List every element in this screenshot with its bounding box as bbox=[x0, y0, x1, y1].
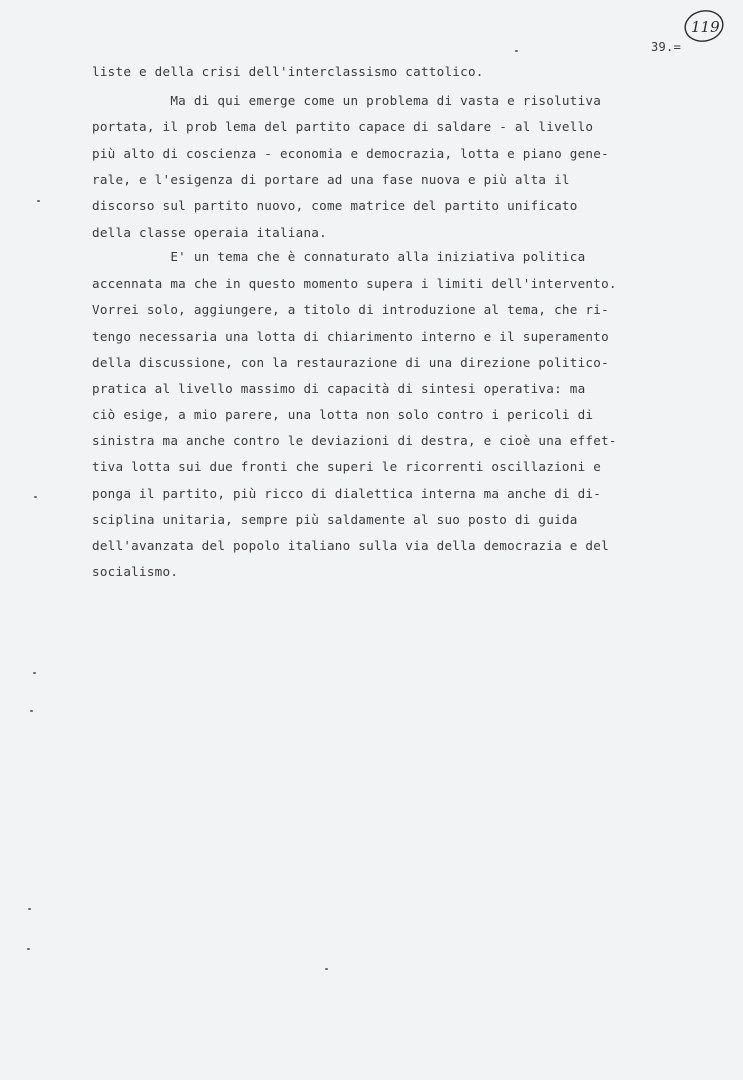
page-number: 39.= bbox=[651, 40, 682, 54]
text-line: tiva lotta sui due fronti che superi le ricorrenti oscillazioni e bbox=[92, 459, 602, 474]
text-line: ponga il partito, più ricco di dialettica interna ma anche di di- bbox=[92, 486, 602, 501]
scan-speck bbox=[28, 908, 31, 910]
text-line: socialismo. bbox=[92, 564, 179, 579]
text-line: accennata ma che in questo momento supera i limiti dell'intervento. bbox=[92, 276, 617, 291]
text-line: portata, il prob lema del partito capace di saldare - al livello bbox=[92, 119, 594, 134]
text-line: dell'avanzata del popolo italiano sulla via della democrazia e del bbox=[92, 538, 609, 553]
text-line: discorso sul partito nuovo, come matrice del partito unificato bbox=[92, 198, 578, 213]
archive-stamp bbox=[680, 6, 726, 46]
text-line: sinistra ma anche contro le deviazioni di destra, e cioè una effet- bbox=[92, 433, 617, 448]
scan-speck bbox=[325, 968, 328, 970]
scan-speck bbox=[30, 710, 33, 712]
text-line: della discussione, con la restaurazione di una direzione politico- bbox=[92, 355, 609, 370]
text-line: pratica al livello massimo di capacità di sintesi operativa: ma bbox=[92, 381, 586, 396]
text-line: più alto di coscienza - economia e democrazia, lotta e piano gene- bbox=[92, 146, 609, 161]
text-line: E' un tema che è connaturato alla iniziativa politica bbox=[92, 249, 586, 264]
text-line: rale, e l'esigenza di portare ad una fase nuova e più alta il bbox=[92, 172, 570, 187]
text-line: liste e della crisi dell'interclassismo cattolico. bbox=[92, 64, 484, 79]
scan-speck bbox=[27, 948, 30, 950]
text-line: Ma di qui emerge come un problema di vasta e risolutiva bbox=[92, 93, 602, 108]
text-line: sciplina unitaria, sempre più saldamente al suo posto di guida bbox=[92, 512, 578, 527]
stamp-number: 119 bbox=[691, 18, 720, 36]
text-line: della classe operaia italiana. bbox=[92, 225, 327, 240]
text-line: ciò esige, a mio parere, una lotta non solo contro i pericoli di bbox=[92, 407, 594, 422]
scan-speck bbox=[34, 496, 37, 498]
scan-speck bbox=[515, 50, 518, 52]
text-line: tengo necessaria una lotta di chiarimento interno e il superamento bbox=[92, 329, 609, 344]
text-line: Vorrei solo, aggiungere, a titolo di introduzione al tema, che ri- bbox=[92, 302, 609, 317]
scan-speck bbox=[33, 672, 36, 674]
scan-speck bbox=[37, 200, 40, 202]
